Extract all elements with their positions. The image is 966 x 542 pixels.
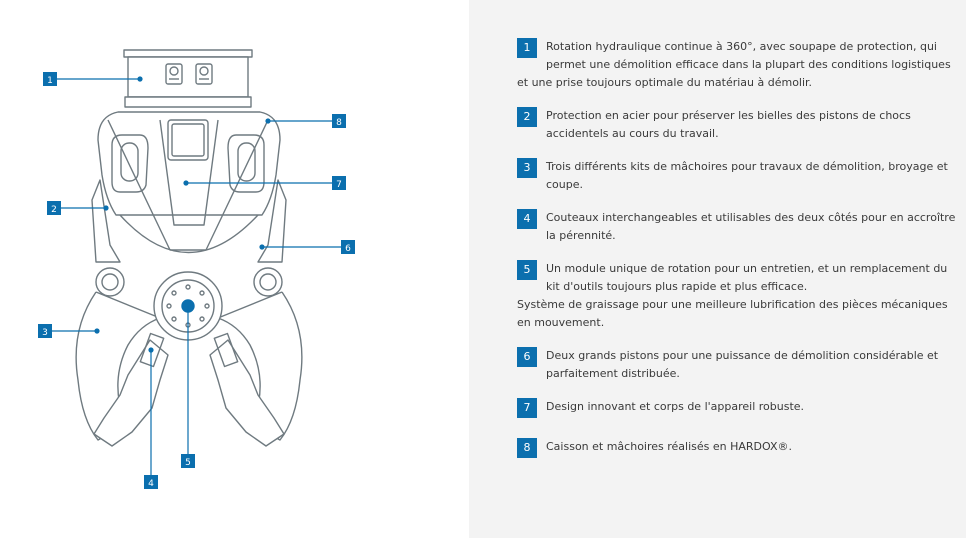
callout-7 [332, 176, 346, 190]
svg-text:6: 6 [345, 244, 351, 254]
feature-text: Couteaux interchangeables et utilisables des deux côtés pour en accroître la pérennité. [546, 211, 956, 242]
callout-8 [332, 114, 346, 128]
feature-item-2 [517, 107, 957, 143]
feature-item-5 [517, 260, 957, 332]
svg-text:4: 4 [148, 479, 154, 489]
feature-list-panel [469, 0, 966, 538]
feature-number-badge: 8 [517, 438, 537, 458]
feature-text: Protection en acier pour préserver les bielles des pistons de chocs accidentels au cours du travail. [546, 109, 911, 140]
feature-extra-text: Système de graissage pour une meilleure lubrification des pièces mécaniques en mouvement. [517, 298, 948, 329]
crusher-body [92, 112, 286, 296]
rotator-head [124, 50, 252, 107]
feature-number-badge: 7 [517, 398, 537, 418]
callout-3 [38, 324, 52, 338]
crusher-diagram [0, 0, 469, 538]
feature-item-1 [517, 38, 957, 92]
feature-text: Trois différents kits de mâchoires pour travaux de démolition, broyage et coupe. [546, 160, 948, 191]
feature-number-badge: 1 [517, 38, 537, 58]
feature-text: Rotation hydraulique continue à 360°, avec soupape de protection, qui permet une démolition efficace dans la plupart des conditions logistiques et une prise toujours optimale du matériau à démolir. [517, 40, 951, 89]
feature-number-badge: 3 [517, 158, 537, 178]
svg-text:3: 3 [42, 328, 48, 338]
callout-4 [144, 475, 158, 489]
diagram-panel [0, 0, 469, 538]
feature-item-4 [517, 209, 957, 245]
callout-1 [43, 72, 57, 86]
svg-text:5: 5 [185, 458, 191, 468]
feature-number-badge: 2 [517, 107, 537, 127]
feature-item-8 [517, 438, 957, 458]
feature-item-6 [517, 347, 957, 383]
feature-item-3 [517, 158, 957, 194]
feature-text: Design innovant et corps de l'appareil robuste. [546, 400, 805, 413]
feature-number-badge: 4 [517, 209, 537, 229]
svg-text:2: 2 [51, 205, 57, 215]
feature-text: Deux grands pistons pour une puissance de démolition considérable et parfaitement distribuée. [546, 349, 939, 380]
feature-text: Caisson et mâchoires réalisés en HARDOX®. [546, 440, 793, 453]
feature-text: Un module unique de rotation pour un entretien, et un remplacement du kit d'outils toujours plus rapide et plus efficace. [546, 262, 948, 293]
callout-6 [341, 240, 355, 254]
svg-text:1: 1 [47, 76, 53, 86]
feature-item-7 [517, 398, 957, 418]
svg-text:8: 8 [336, 118, 342, 128]
callout-2 [47, 201, 61, 215]
feature-number-badge: 5 [517, 260, 537, 280]
callout-5 [181, 454, 195, 468]
feature-number-badge: 6 [517, 347, 537, 367]
svg-text:7: 7 [336, 180, 342, 190]
